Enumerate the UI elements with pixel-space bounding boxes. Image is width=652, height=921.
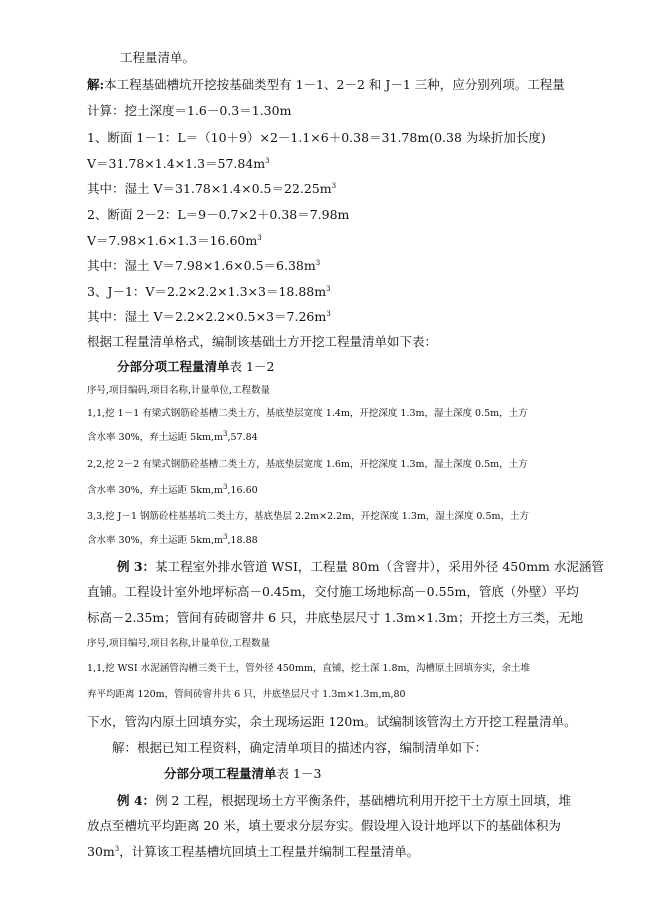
superscript-3: 3 (326, 309, 331, 318)
line-volume-1 (87, 156, 270, 172)
line-j1 (87, 284, 331, 300)
row-2b-pre: 含水率 30%，弃土运距 5km,m (87, 485, 223, 496)
table-title-1-bold: 分部分项工程量清单 (117, 359, 230, 374)
table-title-2-bold: 分部分项工程量清单 (164, 766, 277, 781)
table-2-row-1a: 1,1,挖 WSI 水泥涵管沟槽三类干土，管外径 450mm，直铺，挖土深 1.8m，沟槽原土回填夯实，余土堆 (87, 663, 530, 674)
j1-text: 3、J－1：V＝2.2×2.2×1.3×3＝18.88m (87, 284, 327, 299)
table-title-2-num: 表 1－3 (276, 766, 322, 781)
row-3b-pre: 含水率 30%，弃土运距 5km,m (87, 535, 223, 546)
example-3a-text: 某工程室外排水管道 WSI，工程量 80m（含窨井），采用外径 450mm 水泥涵管 (155, 559, 604, 574)
line-example-3e: 解：根据已知工程资料，确定清单项目的描述内容，编制清单如下： (112, 740, 488, 755)
table-1-row-2b (87, 484, 258, 497)
table-1-row-2a: 2,2,挖 2－2 有梁式钢筋砼基槽二类土方，基底垫层宽度 1.6m，开挖深度 1.3m，湿土深度 0.5m，土方 (87, 459, 528, 470)
example-4a-text: 例 2 工程，根据现场土方平衡条件，基础槽坑利用开挖干土方原土回填，堆 (155, 793, 571, 808)
line-section-2-2: 2、断面 2－2：L＝9－0.7×2＋0.38＝7.98m (87, 207, 350, 222)
line-wet-1 (87, 181, 336, 197)
superscript-3: 3 (223, 532, 228, 541)
line-example-3d: 下水，管沟内原土回填夯实，余土现场运距 120m。试编制该管沟土方开挖工程量清单。 (87, 714, 577, 729)
line-section-1-1: 1、断面 1－1：L＝（10＋9）×2－1.1×6＋0.38＝31.78m(0.38 为垛折加长度) (87, 130, 546, 145)
table-1-header: 序号,项目编码,项目名称,计量单位,工程数量 (87, 385, 271, 396)
line-example-3c: 标高－2.35m；管间有砖砌窨井 6 只，井底垫层尺寸 1.3m×1.3m；开挖土方三类，无地 (87, 610, 583, 625)
superscript-3: 3 (114, 844, 120, 853)
table-title-2 (164, 766, 321, 782)
example-4c-post: ，计算该工程基槽坑回填土工程量并编制工程量清单。 (119, 844, 420, 859)
solution-text: 本工程基础槽坑开挖按基础类型有 1－1、2－2 和 J－1 三种，应分别列项。工程量 (104, 77, 565, 92)
line-example-4c (87, 844, 419, 860)
superscript-3: 3 (326, 284, 331, 293)
table-1-row-1b (87, 431, 258, 444)
example-4c-pre: 30m (87, 844, 115, 859)
line-example-3a (117, 559, 604, 575)
table-1-row-1a: 1,1,挖 1－1 有梁式钢筋砼基槽二类土方，基底垫层宽度 1.4m，开挖深度 1.3m，湿土深度 0.5m，土方 (87, 408, 528, 419)
row-1b-post: ,57.84 (227, 432, 258, 443)
row-3b-post: ,18.88 (227, 535, 258, 546)
table-2-header: 序号,项目编号,项目名称,计量单位,工程数量 (87, 638, 271, 649)
solution-label: 解: (87, 77, 105, 92)
example-3-label: 例 3： (117, 559, 156, 574)
superscript-3: 3 (265, 156, 270, 165)
line-wet-3 (87, 309, 331, 325)
superscript-3: 3 (223, 482, 228, 491)
volume-1-text: V＝31.78×1.4×1.3＝57.84m (87, 156, 266, 171)
line-table-intro: 根据工程量清单格式，编制该基础土方开挖工程量清单如下表： (87, 334, 438, 349)
table-title-1-num: 表 1－2 (229, 359, 275, 374)
wet-1-text: 其中：湿土 V＝31.78×1.4×0.5＝22.25m (87, 181, 332, 196)
line-example-3b: 直铺。工程设计室外地坪标高－0.45m，交付施工场地标高－0.55m，管底（外壁）平均 (87, 584, 579, 599)
superscript-3: 3 (257, 233, 262, 242)
superscript-3: 3 (331, 181, 337, 190)
line-solution-1 (87, 77, 565, 93)
line-example-4b: 放点至槽坑平均距离 20 米，填土要求分层夯实。假设埋入设计地坪以下的基础体积为 (87, 818, 561, 833)
wet-3-text: 其中：湿土 V＝2.2×2.2×0.5×3＝7.26m (87, 309, 327, 324)
example-4-label: 例 4： (117, 793, 156, 808)
line-intro: 工程量清单。 (120, 50, 196, 65)
superscript-3: 3 (223, 429, 228, 438)
line-calc: 计算：挖土深度＝1.6－0.3＝1.30m (87, 103, 292, 118)
line-wet-2 (87, 258, 320, 274)
superscript-3: 3 (315, 258, 321, 267)
table-2-row-1b: 弃平均距离 120m，管间砖窨井共 6 只，井底垫层尺寸 1.3m×1.3m,m,80 (87, 689, 406, 700)
table-title-1 (117, 359, 274, 375)
row-2b-post: ,16.60 (227, 485, 258, 496)
row-1b-pre: 含水率 30%，弃土运距 5km,m (87, 432, 223, 443)
table-1-row-3b (87, 534, 258, 547)
line-volume-2 (87, 233, 262, 249)
wet-2-text: 其中：湿土 V＝7.98×1.6×0.5＝6.38m (87, 258, 316, 273)
volume-2-text: V＝7.98×1.6×1.3＝16.60m (87, 233, 258, 248)
table-1-row-3a: 3,3,挖 J－1 钢筋砼柱基基坑二类土方，基底垫层 2.2m×2.2m，开挖深度 1.3m，湿土深度 0.5m，土方 (87, 511, 530, 522)
line-example-4a (117, 793, 571, 809)
